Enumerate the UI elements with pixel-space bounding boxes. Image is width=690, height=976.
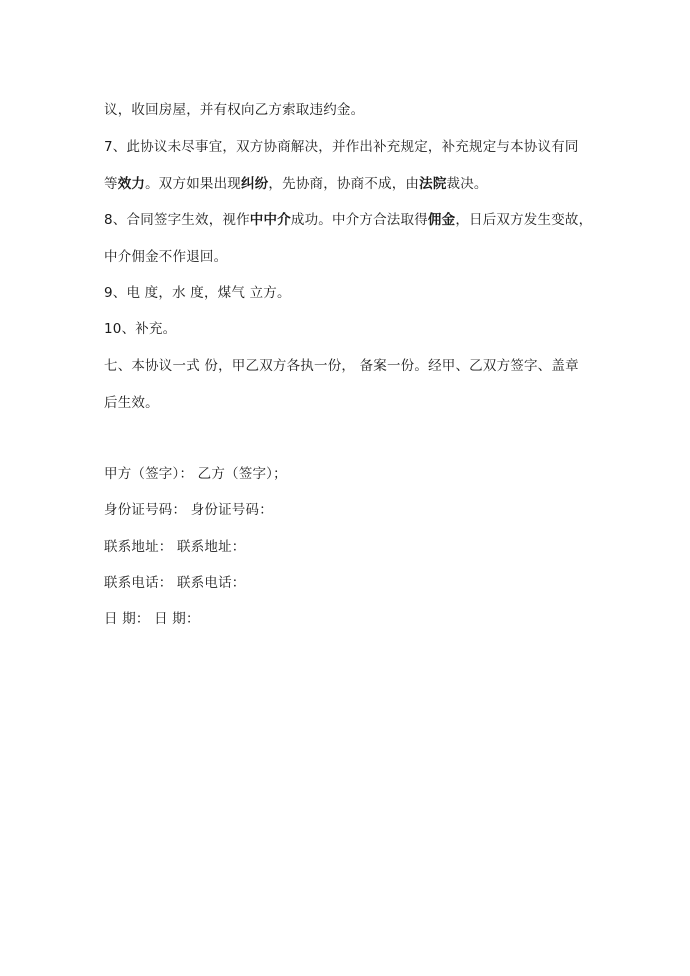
signature-address-line <box>104 538 246 556</box>
text-segment: 7、此协议未尽事宜，双方协商解决，并作出补充规定，补充规定与本协议有同 <box>104 139 579 155</box>
signature-label: 甲方（签字）： 乙方（签字）； <box>104 466 287 482</box>
signature-phone-line <box>104 574 246 592</box>
bold-term-dispute: 纠纷 <box>241 176 269 192</box>
text-segment: 七、本协议一式 份，甲乙双方各执一份， 备案一份。经甲、乙双方签字、盖章 <box>104 358 579 374</box>
text-segment: 裁决。 <box>446 176 488 192</box>
signature-label: 联系电话： 联系电话： <box>104 575 246 591</box>
text-segment: 议，收回房屋，并有权向乙方索取违约金。 <box>104 102 365 118</box>
text-segment: 。双方如果出现 <box>145 176 242 192</box>
bold-term-effect: 效力 <box>117 176 146 192</box>
text-segment: 9、电 度，水 度，煤气 立方。 <box>104 285 291 301</box>
signature-label: 日 期： 日 期： <box>104 611 200 627</box>
text-segment: 8、合同签字生效，视作 <box>104 212 250 228</box>
paragraph-line-7 <box>104 320 176 338</box>
signature-party-line <box>104 465 287 483</box>
paragraph-line-4 <box>104 211 592 229</box>
text-segment: 中介佣金不作退回。 <box>104 249 228 265</box>
signature-label: 联系地址： 联系地址： <box>104 539 246 555</box>
paragraph-line-8 <box>104 357 579 375</box>
bold-term-agency: 中中介 <box>249 212 291 228</box>
signature-id-line <box>104 501 273 519</box>
text-segment: 等 <box>104 176 118 192</box>
text-segment: ，先协商，协商不成，由 <box>268 176 420 192</box>
paragraph-line-5 <box>104 248 227 266</box>
paragraph-line-1 <box>104 101 364 119</box>
paragraph-line-2 <box>104 138 579 156</box>
paragraph-line-3 <box>104 175 488 193</box>
text-segment: 10、补充。 <box>104 321 177 337</box>
paragraph-line-9 <box>104 394 159 412</box>
signature-label: 身份证号码： 身份证号码： <box>104 502 273 518</box>
bold-term-court: 法院 <box>419 176 447 192</box>
text-segment: 后生效。 <box>104 395 159 411</box>
bold-term-commission: 佣金 <box>427 212 456 228</box>
text-segment: ，日后双方发生变故， <box>455 212 593 228</box>
text-segment: 成功。中介方合法取得 <box>290 212 428 228</box>
signature-date-line <box>104 610 200 628</box>
paragraph-line-6 <box>104 284 291 302</box>
